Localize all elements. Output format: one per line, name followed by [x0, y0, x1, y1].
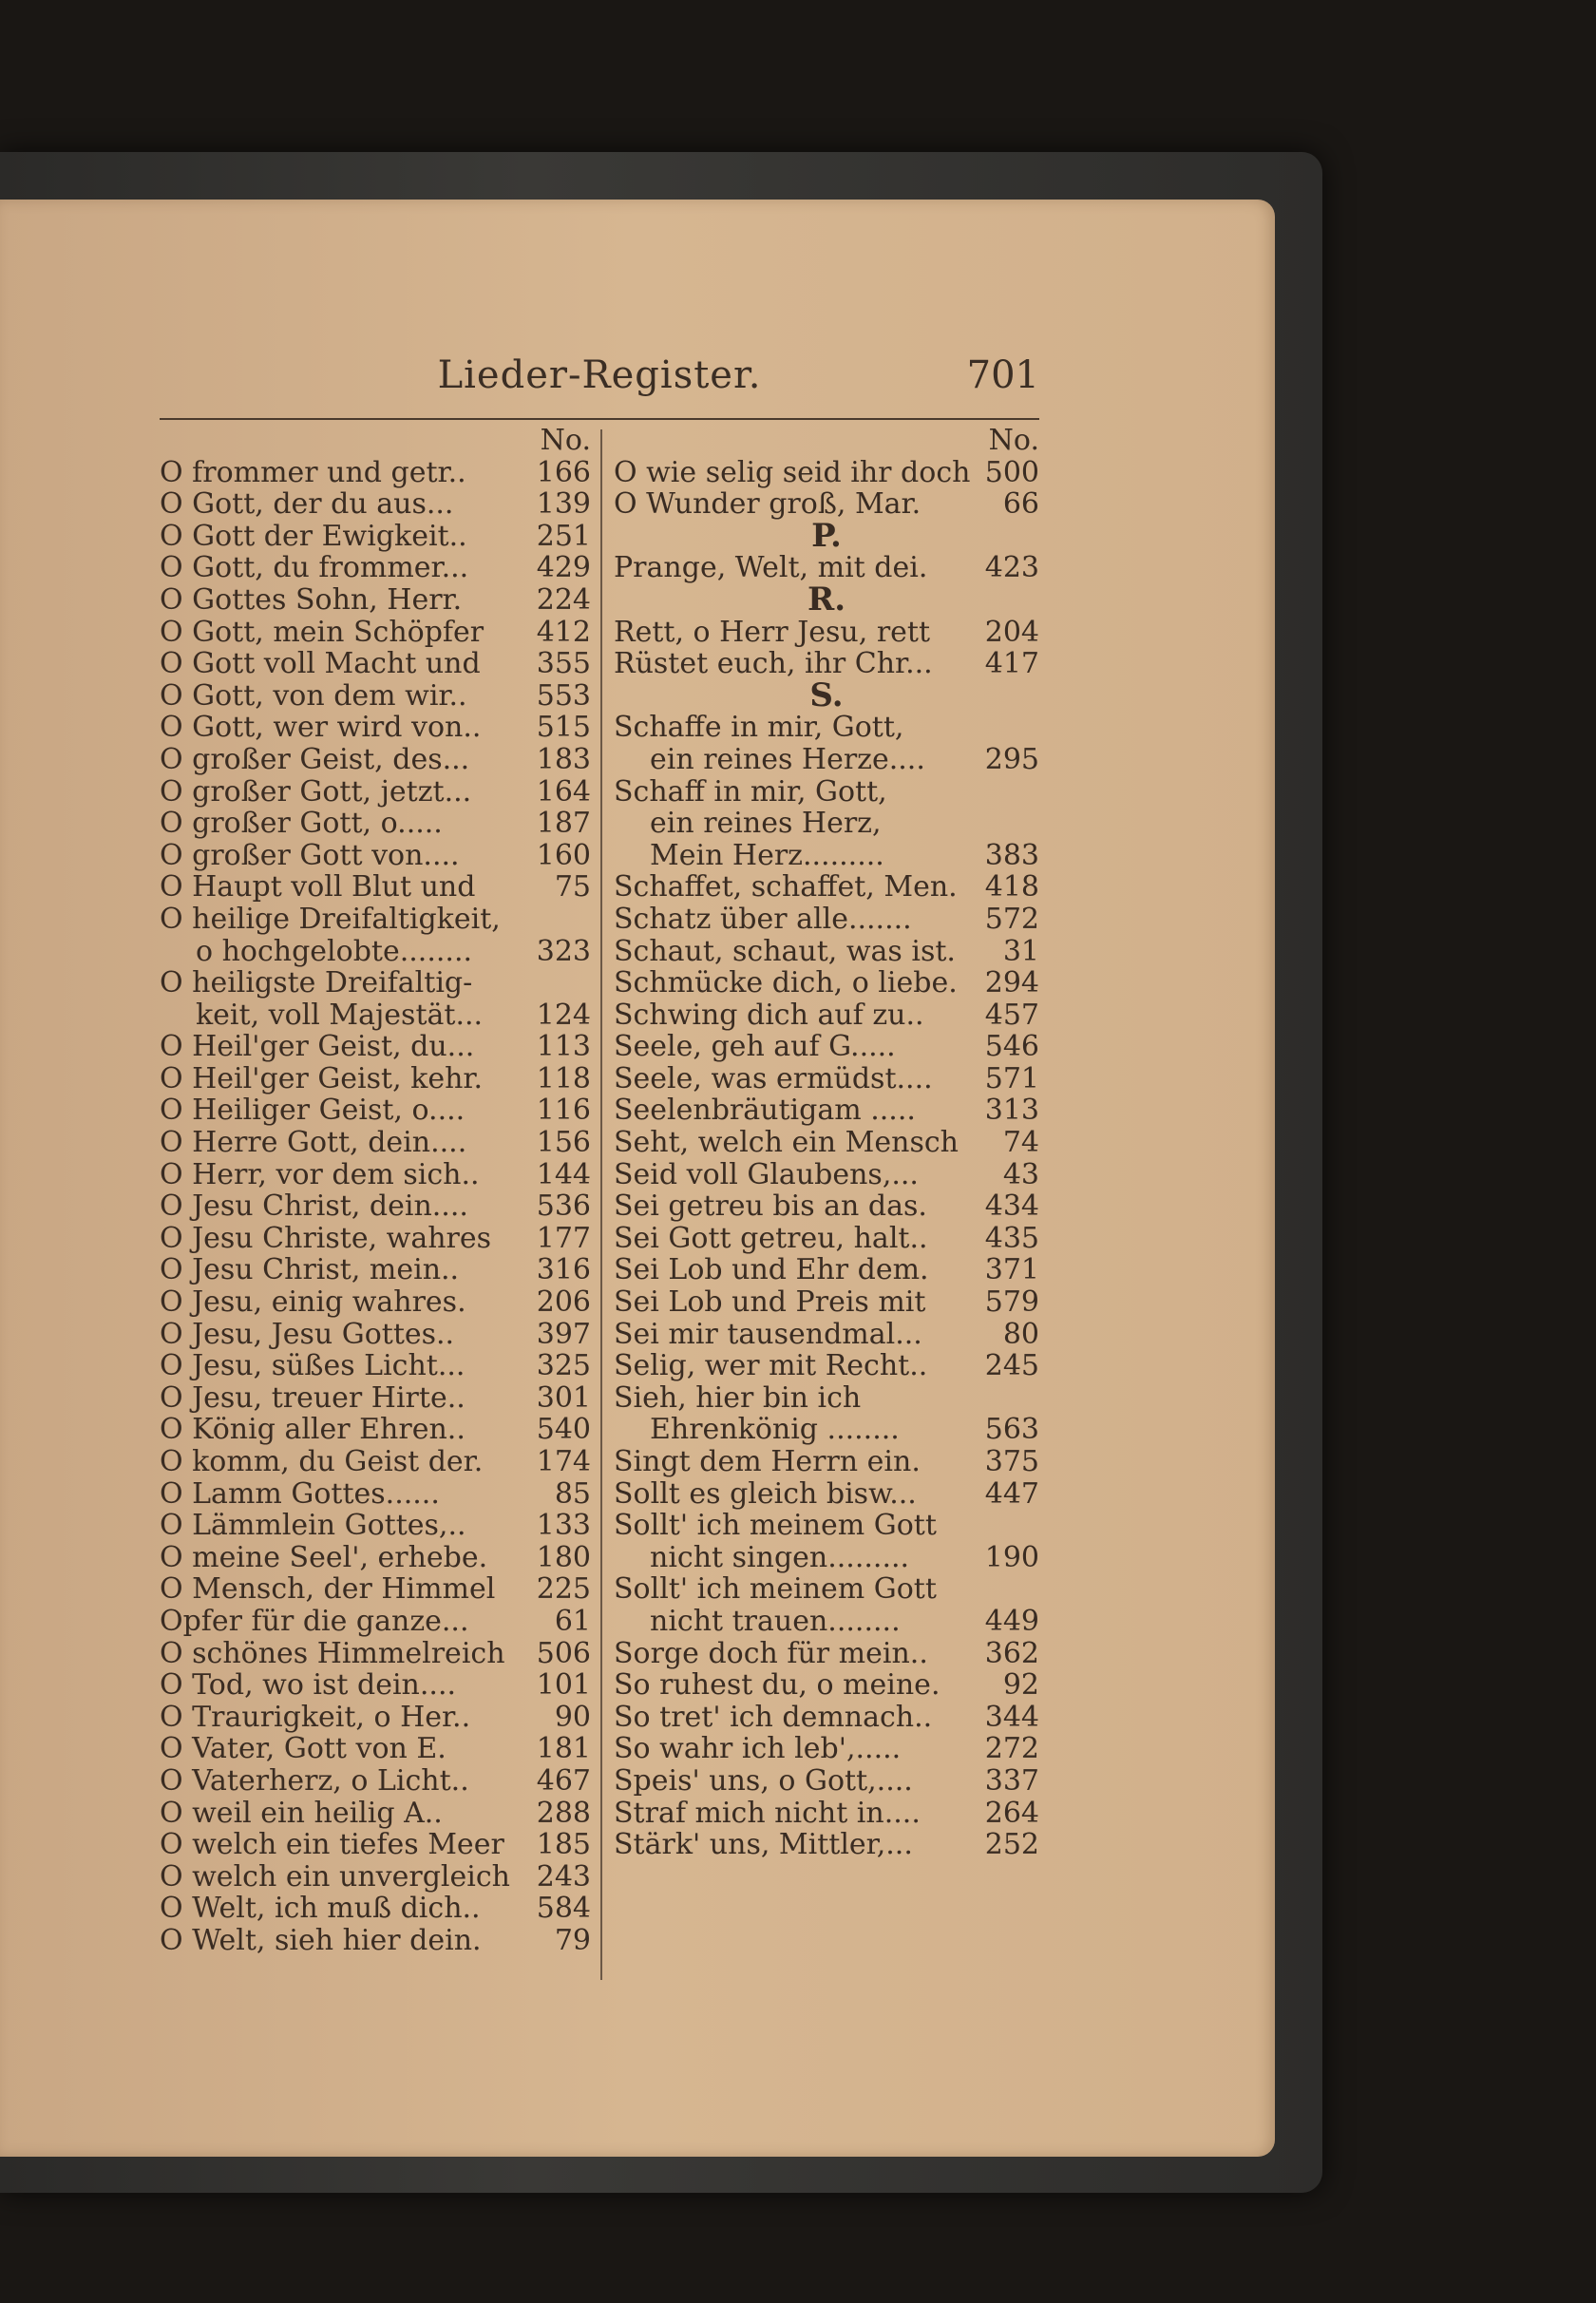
column-divider — [600, 429, 602, 1980]
entry-title: Speis' uns, o Gott,.... — [614, 1763, 913, 1798]
index-entry — [614, 904, 1039, 936]
index-entry — [160, 744, 591, 776]
entry-title: Opfer für die ganze... — [160, 1604, 469, 1638]
entry-title: Sei getreu bis an das. — [614, 1190, 927, 1224]
entry-title: O Gott, mein Schöpfer — [160, 615, 484, 649]
entry-title: Stärk' uns, Mittler,... — [614, 1828, 913, 1862]
index-entry — [614, 1542, 1039, 1574]
entry-title: O großer Gott, jetzt... — [160, 774, 472, 809]
entry-number: 144 — [536, 1157, 591, 1191]
index-entry — [614, 1190, 1039, 1223]
entry-title: O weil ein heilig A.. — [160, 1796, 443, 1830]
entry-title: O Tod, wo ist dein.... — [160, 1668, 457, 1703]
entry-title: So ruhest du, o meine. — [614, 1668, 940, 1703]
entry-title: Prange, Welt, mit dei. — [614, 551, 928, 585]
index-entry — [160, 1573, 591, 1606]
entry-number: 252 — [984, 1828, 1039, 1862]
index-entry — [160, 680, 591, 713]
index-entry — [160, 1542, 591, 1574]
index-entry — [160, 488, 591, 521]
entry-title: Ehrenkönig ........ — [650, 1413, 900, 1447]
index-entry — [160, 1094, 591, 1127]
left-column — [160, 425, 591, 1957]
index-entry — [160, 1223, 591, 1255]
entry-number: 80 — [1002, 1317, 1039, 1351]
entry-title: O Jesu, einig wahres. — [160, 1285, 466, 1320]
entry-number: 164 — [536, 774, 591, 809]
entry-number: 79 — [554, 1923, 591, 1957]
entry-title: Sollt' ich meinem Gott — [614, 1509, 937, 1543]
entry-number: 536 — [536, 1190, 591, 1224]
entry-title: O Herr, vor dem sich.. — [160, 1157, 480, 1191]
entry-number: 337 — [984, 1763, 1039, 1798]
entry-number: 397 — [536, 1317, 591, 1351]
entry-title: Straf mich nicht in.... — [614, 1796, 921, 1830]
entry-title: O Gott voll Macht und — [160, 647, 481, 681]
entry-number: 572 — [984, 902, 1039, 936]
entry-number: 190 — [984, 1540, 1039, 1574]
index-entry — [160, 1414, 591, 1446]
entry-title: Sollt es gleich bisw... — [614, 1476, 917, 1511]
entry-title: Sieh, hier bin ich — [614, 1380, 862, 1415]
entry-number: 313 — [984, 1094, 1039, 1128]
entry-title: Rett, o Herr Jesu, rett — [614, 615, 931, 649]
entry-number: 316 — [536, 1253, 591, 1287]
entry-title: So tret' ich demnach.. — [614, 1700, 933, 1734]
entry-title: Selig, wer mit Recht.. — [614, 1349, 928, 1383]
entry-title: O Jesu, Jesu Gottes.. — [160, 1317, 455, 1351]
index-entry — [160, 1861, 591, 1894]
entry-title: O schönes Himmelreich — [160, 1636, 505, 1670]
index-entry — [160, 1446, 591, 1478]
index-entry — [160, 1798, 591, 1830]
index-entry — [160, 1829, 591, 1861]
entry-number: 417 — [984, 647, 1039, 681]
entry-title: Schaffe in mir, Gott, — [614, 711, 904, 745]
index-entry — [614, 999, 1039, 1032]
index-entry — [160, 1765, 591, 1798]
entry-number: 540 — [536, 1413, 591, 1447]
index-entry — [614, 648, 1039, 680]
entry-number: 288 — [536, 1796, 591, 1830]
entry-title: Sollt' ich meinem Gott — [614, 1572, 937, 1607]
entry-title: Schwing dich auf zu.. — [614, 998, 924, 1032]
section-letter: R. — [807, 580, 846, 619]
entry-number: 325 — [536, 1349, 591, 1383]
running-head — [160, 352, 1039, 412]
index-entry — [160, 1893, 591, 1925]
index-entry — [614, 1669, 1039, 1702]
entry-title: O wie selig seid ihr doch — [614, 455, 971, 489]
index-entry — [614, 1223, 1039, 1255]
entry-title: Seele, geh auf G..... — [614, 1030, 896, 1064]
entry-number: 113 — [536, 1030, 591, 1064]
entry-number: 457 — [984, 998, 1039, 1032]
entry-title: Sei mir tausendmal... — [614, 1317, 922, 1351]
entry-title: Schatz über alle....... — [614, 902, 912, 936]
entry-number: 243 — [536, 1859, 591, 1894]
entry-number: 371 — [984, 1253, 1039, 1287]
entry-number: 166 — [536, 455, 591, 489]
entry-title: keit, voll Majestät... — [196, 998, 484, 1032]
index-entry — [160, 1669, 591, 1702]
index-entry — [160, 521, 591, 553]
entry-number: 224 — [536, 582, 591, 617]
entry-title: o hochgelobte........ — [196, 934, 473, 968]
index-entry — [614, 1606, 1039, 1638]
entry-title: O Jesu Christe, wahres — [160, 1221, 492, 1255]
entry-number: 571 — [984, 1061, 1039, 1095]
section-letter: S. — [809, 676, 844, 714]
entry-title: Seele, was ermüdst.... — [614, 1061, 933, 1095]
entry-title: O großer Geist, des... — [160, 742, 470, 776]
index-entry — [614, 776, 1039, 809]
entry-title: O meine Seel', erhebe. — [160, 1540, 488, 1574]
index-entry — [160, 967, 591, 999]
index-entry — [160, 1031, 591, 1063]
entry-title: O Jesu Christ, mein.. — [160, 1253, 460, 1287]
entry-number: 61 — [554, 1604, 591, 1638]
entry-number: 294 — [984, 966, 1039, 1000]
index-entry — [614, 1510, 1039, 1542]
page-title: Lieder-Register. — [437, 353, 762, 397]
number-label: No. — [540, 424, 591, 457]
index-entry — [160, 1733, 591, 1765]
entry-number: 423 — [984, 551, 1039, 585]
index-entry — [160, 1638, 591, 1670]
entry-title: O Traurigkeit, o Her.. — [160, 1700, 471, 1734]
entry-number: 447 — [984, 1476, 1039, 1511]
entry-title: Schaff in mir, Gott, — [614, 774, 887, 809]
index-entry — [160, 1190, 591, 1223]
entry-title: O Heil'ger Geist, du... — [160, 1030, 475, 1064]
index-entry — [160, 617, 591, 649]
entry-title: Schaffet, schaffet, Men. — [614, 870, 958, 904]
entry-title: O Welt, ich muß dich.. — [160, 1892, 481, 1926]
entry-number: 429 — [536, 551, 591, 585]
entry-title: O Gott, du frommer... — [160, 551, 469, 585]
entry-number: 435 — [984, 1221, 1039, 1255]
index-entry — [160, 999, 591, 1032]
index-entry — [614, 1094, 1039, 1127]
entry-title: O Jesu, süßes Licht... — [160, 1349, 466, 1383]
entry-number: 272 — [984, 1732, 1039, 1766]
entry-number: 506 — [536, 1636, 591, 1670]
entry-number: 139 — [536, 487, 591, 522]
entry-title: O Jesu, treuer Hirte.. — [160, 1380, 466, 1415]
entry-title: Singt dem Herrn ein. — [614, 1445, 921, 1478]
entry-title: O großer Gott, o..... — [160, 807, 443, 841]
index-entry — [160, 808, 591, 840]
index-entry — [160, 1702, 591, 1734]
entry-number: 160 — [536, 838, 591, 872]
index-entry — [614, 1382, 1039, 1415]
entry-number: 412 — [536, 615, 591, 649]
index-entry — [160, 1286, 591, 1319]
entry-title: Rüstet euch, ihr Chr... — [614, 647, 933, 681]
column-header — [160, 425, 591, 457]
entry-number: 177 — [536, 1221, 591, 1255]
index-entry — [160, 936, 591, 968]
entry-title: Seelenbräutigam ..... — [614, 1094, 916, 1128]
entry-number: 133 — [536, 1509, 591, 1543]
index-entry — [160, 1350, 591, 1382]
index-entry — [160, 457, 591, 489]
index-entry — [160, 552, 591, 584]
entry-number: 85 — [554, 1476, 591, 1511]
section-letter: P. — [811, 516, 842, 555]
index-entry — [614, 1414, 1039, 1446]
entry-number: 90 — [554, 1700, 591, 1734]
entry-number: 375 — [984, 1445, 1039, 1478]
entry-title: O Lamm Gottes...... — [160, 1476, 440, 1511]
entry-number: 344 — [984, 1700, 1039, 1734]
index-entry — [614, 1446, 1039, 1478]
entry-number: 418 — [984, 870, 1039, 904]
entry-number: 295 — [984, 742, 1039, 776]
index-entry — [614, 1319, 1039, 1351]
index-entry — [614, 1638, 1039, 1670]
entry-number: 116 — [536, 1094, 591, 1128]
index-entry — [614, 1063, 1039, 1095]
index-entry — [160, 1925, 591, 1957]
entry-title: O großer Gott von.... — [160, 838, 460, 872]
entry-title: O Gottes Sohn, Herr. — [160, 582, 463, 617]
entry-number: 563 — [984, 1413, 1039, 1447]
entry-title: O Wunder groß, Mar. — [614, 487, 922, 522]
entry-title: O Heiliger Geist, o.... — [160, 1094, 466, 1128]
column-header — [614, 425, 1039, 457]
entry-title: O Haupt voll Blut und — [160, 870, 476, 904]
index-entry — [614, 1702, 1039, 1734]
entry-number: 43 — [1002, 1157, 1039, 1191]
entry-title: O Jesu Christ, dein.... — [160, 1190, 468, 1224]
entry-number: 206 — [536, 1285, 591, 1320]
entry-title: Sorge doch für mein.. — [614, 1636, 928, 1670]
index-entry — [614, 1573, 1039, 1606]
index-entry — [160, 584, 591, 617]
index-entry — [614, 1350, 1039, 1382]
entry-number: 181 — [536, 1732, 591, 1766]
entry-number: 92 — [1002, 1668, 1039, 1703]
entry-title: Sei Lob und Preis mit — [614, 1285, 926, 1320]
index-entry — [160, 1382, 591, 1415]
entry-title: O frommer und getr.. — [160, 455, 466, 489]
entry-number: 579 — [984, 1285, 1039, 1320]
index-entry — [614, 1478, 1039, 1511]
entry-number: 515 — [536, 711, 591, 745]
entry-title: nicht singen......... — [650, 1540, 910, 1574]
index-entry — [614, 488, 1039, 521]
entry-title: Schmücke dich, o liebe. — [614, 966, 958, 1000]
entry-number: 31 — [1002, 934, 1039, 968]
entry-title: O König aller Ehren.. — [160, 1413, 466, 1447]
entry-number: 180 — [536, 1540, 591, 1574]
entry-title: O Lämmlein Gottes,.. — [160, 1509, 466, 1543]
entry-number: 174 — [536, 1445, 591, 1478]
right-column — [614, 425, 1039, 1861]
entry-number: 584 — [536, 1892, 591, 1926]
page-number: 701 — [966, 353, 1039, 397]
entry-number: 118 — [536, 1061, 591, 1095]
index-entry — [614, 808, 1039, 840]
index-entry — [160, 1254, 591, 1286]
entry-number: 467 — [536, 1763, 591, 1798]
index-entry — [614, 840, 1039, 872]
entry-number: 546 — [984, 1030, 1039, 1064]
entry-number: 156 — [536, 1126, 591, 1160]
index-entry — [614, 936, 1039, 968]
index-entry — [160, 1510, 591, 1542]
index-entry — [614, 1254, 1039, 1286]
index-entry — [160, 1159, 591, 1191]
index-entry — [160, 871, 591, 904]
index-entry — [614, 457, 1039, 489]
entry-title: O welch ein unvergleich — [160, 1859, 510, 1894]
number-label: No. — [988, 424, 1039, 457]
entry-title: O Mensch, der Himmel — [160, 1572, 496, 1607]
index-entry — [614, 1127, 1039, 1159]
entry-title: ein reines Herz, — [650, 807, 882, 841]
index-entry — [614, 967, 1039, 999]
index-entry — [614, 1031, 1039, 1063]
index-entry — [614, 617, 1039, 649]
entry-number: 101 — [536, 1668, 591, 1703]
entry-title: O heilige Dreifaltigkeit, — [160, 902, 501, 936]
index-entry — [160, 1606, 591, 1638]
entry-number: 355 — [536, 647, 591, 681]
entry-number: 66 — [1002, 487, 1039, 522]
entry-number: 383 — [984, 838, 1039, 872]
index-entry — [160, 1319, 591, 1351]
entry-number: 245 — [984, 1349, 1039, 1383]
entry-title: O Vater, Gott von E. — [160, 1732, 446, 1766]
entry-number: 75 — [554, 870, 591, 904]
entry-number: 264 — [984, 1796, 1039, 1830]
entry-title: Sei Lob und Ehr dem. — [614, 1253, 929, 1287]
entry-title: O Herre Gott, dein.... — [160, 1126, 467, 1160]
entry-title: O komm, du Geist der. — [160, 1445, 484, 1478]
entry-title: Seid voll Glaubens,... — [614, 1157, 919, 1191]
index-entry — [614, 871, 1039, 904]
index-entry — [160, 648, 591, 680]
entry-title: O Vaterherz, o Licht.. — [160, 1763, 469, 1798]
entry-number: 183 — [536, 742, 591, 776]
index-entry — [160, 1127, 591, 1159]
index-entry — [614, 1765, 1039, 1798]
entry-title: Schaut, schaut, was ist. — [614, 934, 956, 968]
entry-number: 204 — [984, 615, 1039, 649]
index-entry — [614, 1798, 1039, 1830]
entry-title: O heiligste Dreifaltig- — [160, 966, 473, 1000]
header-rule — [160, 418, 1039, 420]
entry-number: 500 — [984, 455, 1039, 489]
entry-number: 553 — [536, 678, 591, 713]
index-entry — [614, 1829, 1039, 1861]
index-entry — [614, 552, 1039, 584]
entry-number: 362 — [984, 1636, 1039, 1670]
index-entry — [614, 712, 1039, 744]
entry-title: Mein Herz......... — [650, 838, 884, 872]
entry-title: Seht, welch ein Mensch — [614, 1126, 959, 1160]
index-entry — [614, 744, 1039, 776]
entry-number: 185 — [536, 1828, 591, 1862]
entry-number: 225 — [536, 1572, 591, 1607]
entry-number: 74 — [1002, 1126, 1039, 1160]
entry-title: O Gott, der du aus... — [160, 487, 454, 522]
entry-title: nicht trauen........ — [650, 1604, 901, 1638]
entry-number: 301 — [536, 1380, 591, 1415]
entry-title: O Gott der Ewigkeit.. — [160, 519, 467, 553]
index-entry — [614, 1286, 1039, 1319]
entry-title: ein reines Herze.... — [650, 742, 925, 776]
entry-number: 124 — [536, 998, 591, 1032]
index-entry — [614, 1733, 1039, 1765]
entry-title: O welch ein tiefes Meer — [160, 1828, 504, 1862]
index-entry — [160, 1063, 591, 1095]
entry-title: So wahr ich leb',..... — [614, 1732, 902, 1766]
entry-title: O Welt, sieh hier dein. — [160, 1923, 482, 1957]
entry-title: O Gott, von dem wir.. — [160, 678, 467, 713]
index-entry — [614, 1159, 1039, 1191]
index-entry — [160, 712, 591, 744]
index-entry — [160, 904, 591, 936]
entry-number: 449 — [984, 1604, 1039, 1638]
entry-number: 434 — [984, 1190, 1039, 1224]
entry-title: O Gott, wer wird von.. — [160, 711, 482, 745]
index-entry — [160, 776, 591, 809]
entry-number: 323 — [536, 934, 591, 968]
entry-number: 251 — [536, 519, 591, 553]
entry-title: Sei Gott getreu, halt.. — [614, 1221, 928, 1255]
index-entry — [160, 1478, 591, 1511]
entry-number: 187 — [536, 807, 591, 841]
index-entry — [160, 840, 591, 872]
entry-title: O Heil'ger Geist, kehr. — [160, 1061, 483, 1095]
